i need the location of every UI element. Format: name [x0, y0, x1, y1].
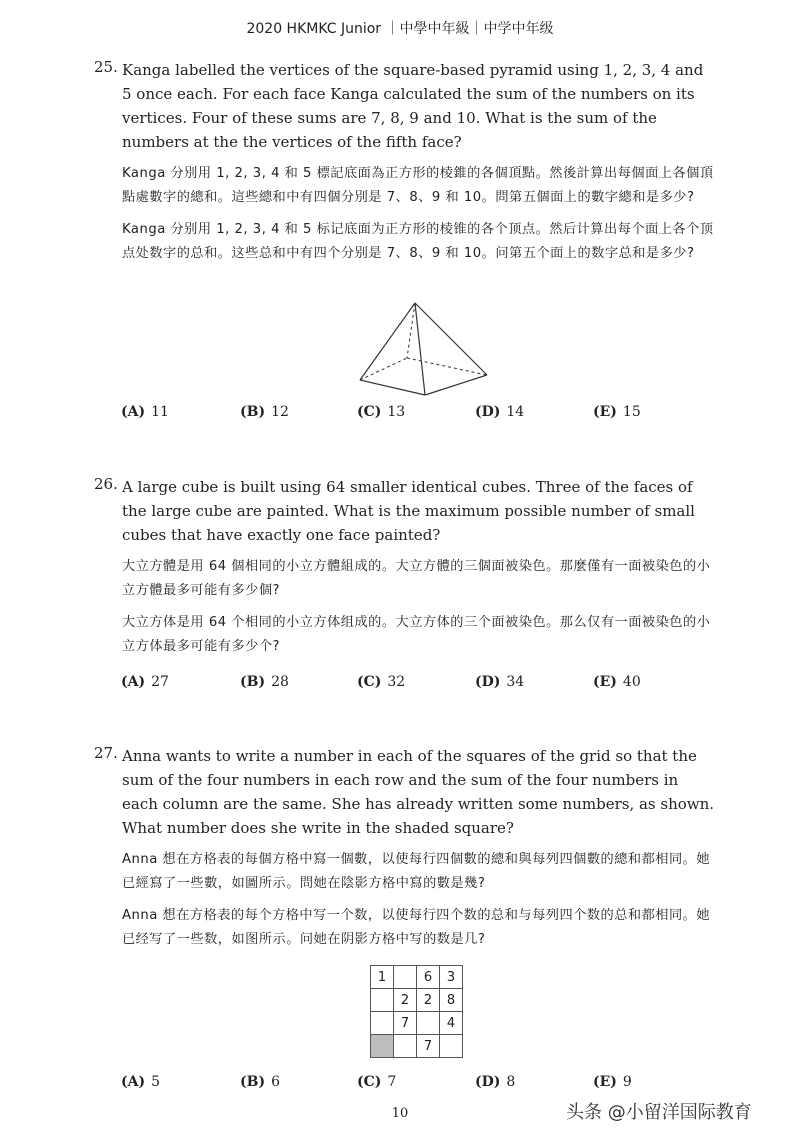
grid-row	[371, 966, 463, 989]
number-grid	[370, 965, 463, 1058]
choice-b: (B) 28	[240, 674, 289, 690]
square-pyramid-figure	[355, 300, 495, 400]
choice-c: (C) 32	[357, 674, 406, 690]
grid-cell	[371, 989, 394, 1012]
choice-c: (C) 13	[357, 404, 406, 420]
choice-a: (A) 5	[121, 1074, 161, 1090]
question-text-english: A large cube is built using 64 smaller identical cubes. Three of the faces of the large cube are painted. What is the maximum possible number of small cubes that have exactly one face painted?	[122, 478, 695, 544]
choice-e: (E) 15	[593, 404, 641, 420]
choice-e: (E) 9	[593, 1074, 632, 1090]
question-text-english: Kanga labelled the vertices of the square-based pyramid using 1, 2, 3, 4 and 5 once each. For each face Kanga calculated the sum of the numbers on its vertices. Four of these sums are 7, 8, 9 and 10. What is the sum of the numbers at the the vertices of the fifth face?	[122, 61, 704, 151]
choice-d: (D) 8	[475, 1074, 516, 1090]
choice-a: (A) 27	[121, 674, 169, 690]
question-26	[96, 475, 716, 659]
answer-choices-25	[121, 404, 721, 428]
page-header: 2020 HKMKC Junior ｜中學中年級｜中学中年级	[246, 21, 554, 37]
grid-cell: 7	[394, 1012, 417, 1035]
grid-row	[371, 1012, 463, 1035]
choice-e: (E) 40	[593, 674, 641, 690]
question-27	[96, 744, 716, 952]
question-number: 25.	[94, 58, 118, 76]
grid-cell	[371, 1012, 394, 1035]
grid-cell: 6	[417, 966, 440, 989]
grid-cell	[417, 1012, 440, 1035]
choice-c: (C) 7	[357, 1074, 397, 1090]
grid-cell	[440, 1035, 463, 1058]
grid-cell: 8	[440, 989, 463, 1012]
grid-cell: 2	[394, 989, 417, 1012]
question-text-traditional: Anna 想在方格表的每個方格中寫一個數，以使每行四個數的總和與每列四個數的總和都相同。她已經寫了一些數，如圖所示。問她在陰影方格中寫的數是幾?	[122, 852, 711, 891]
grid-cell	[394, 1035, 417, 1058]
grid-cell: 4	[440, 1012, 463, 1035]
question-number: 26.	[94, 475, 118, 493]
grid-cell: 3	[440, 966, 463, 989]
grid-cell: 1	[371, 966, 394, 989]
question-text-simplified: Kanga 分别用 1, 2, 3, 4 和 5 标记底面为正方形的棱锥的各个顶点。然后计算出每个面上各个顶点处数字的总和。这些总和中有四个分别是 7、8、9 和 10。问第五个面上的数字总和是多少?	[122, 222, 714, 261]
grid-cell: 2	[417, 989, 440, 1012]
question-text-simplified: 大立方体是用 64 个相同的小立方体组成的。大立方体的三个面被染色。那么仅有一面被染色的小立方体最多可能有多少个?	[122, 615, 711, 654]
question-text-traditional: 大立方體是用 64 個相同的小立方體組成的。大立方體的三個面被染色。那麼僅有一面被染色的小立方體最多可能有多少個?	[122, 559, 711, 598]
choice-b: (B) 12	[240, 404, 289, 420]
question-25	[96, 58, 716, 266]
question-number: 27.	[94, 744, 118, 762]
question-text-simplified: Anna 想在方格表的每个方格中写一个数，以使每行四个数的总和与每列四个数的总和都相同。她已经写了一些数，如图所示。问她在阴影方格中写的数是几?	[122, 908, 711, 947]
grid-cell: 7	[417, 1035, 440, 1058]
watermark: 头条 @小留洋国际教育	[566, 1102, 752, 1123]
question-text-english: Anna wants to write a number in each of the squares of the grid so that the sum of the four numbers in each row and the sum of the four numbers in each column are the same. She has already written some numbers, as shown. What number does she write in the shaded square?	[122, 747, 715, 837]
answer-choices-26	[121, 674, 721, 698]
page-number: 10	[391, 1106, 409, 1121]
grid-cell	[394, 966, 417, 989]
grid-row	[371, 1035, 463, 1058]
grid-row	[371, 989, 463, 1012]
choice-d: (D) 14	[475, 404, 525, 420]
choice-b: (B) 6	[240, 1074, 281, 1090]
answer-choices-27	[121, 1074, 721, 1098]
question-text-traditional: Kanga 分別用 1, 2, 3, 4 和 5 標記底面為正方形的棱錐的各個頂點。然後計算出每個面上各個頂點處數字的總和。這些總和中有四個分別是 7、8、9 和 10。問第五個面上的數字總和是多少?	[122, 166, 714, 205]
choice-d: (D) 34	[475, 674, 525, 690]
choice-a: (A) 11	[121, 404, 169, 420]
shaded-cell	[371, 1035, 394, 1058]
